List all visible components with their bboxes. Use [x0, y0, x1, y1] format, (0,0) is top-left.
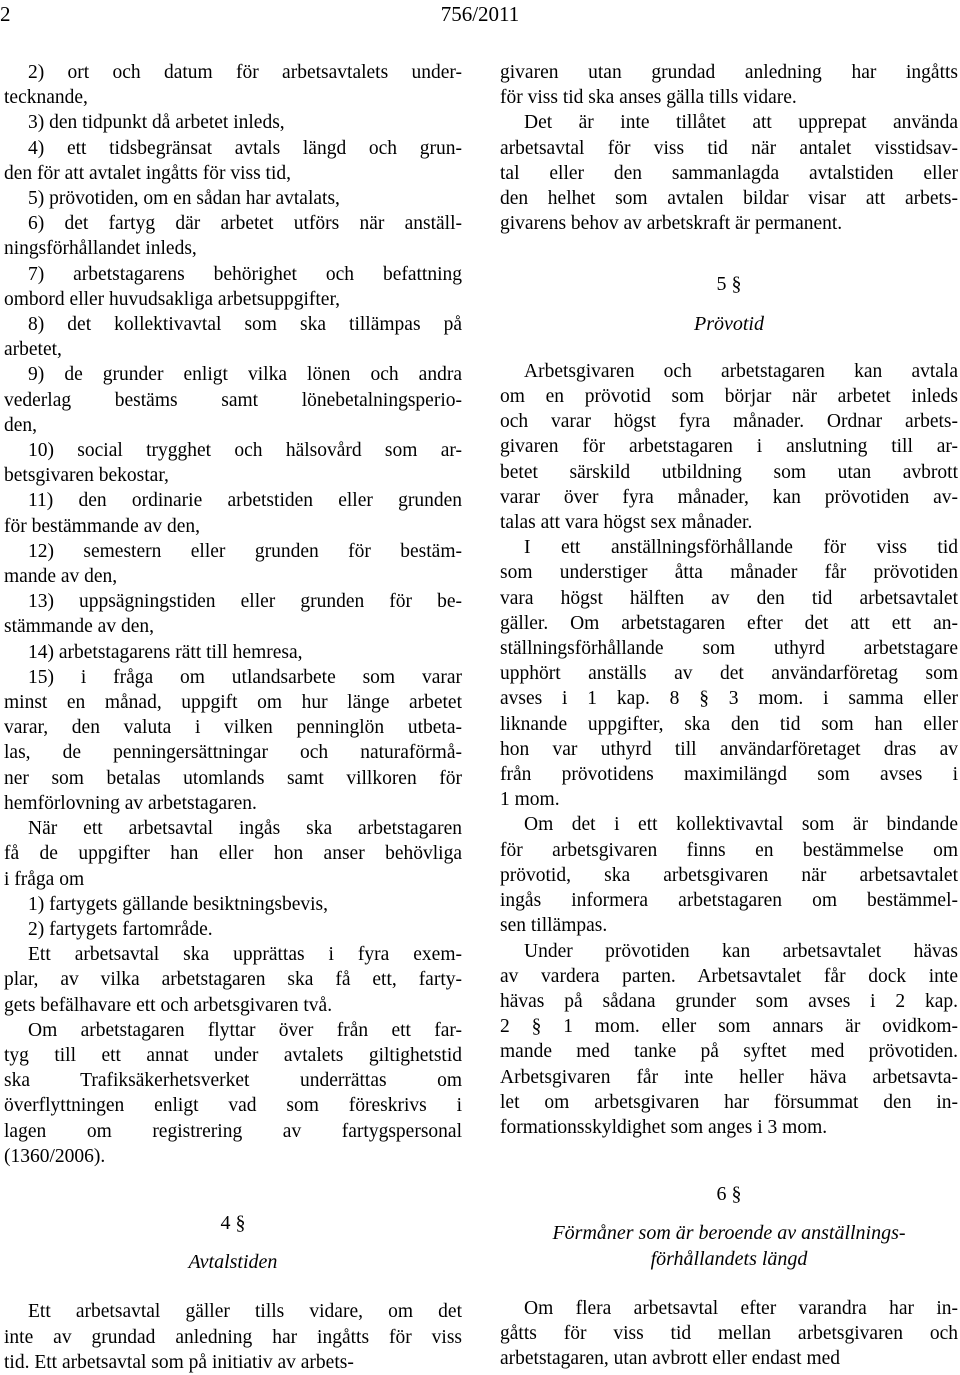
text-line: givarens behov av arbetskraft är permanent. — [500, 213, 843, 235]
text-line: hon var uthyrd till användarföretaget dras av — [500, 738, 958, 760]
spacer — [4, 1169, 462, 1211]
text-line: 5) prövotiden, om en sådan har avtalats, — [28, 188, 340, 210]
text-line: plar, av vilka arbetstagaren ska få ett, farty- — [4, 969, 462, 991]
text-line: I ett anställningsförhållande för viss tid — [524, 537, 958, 559]
text-line: upphört anställs av det användarföretag som — [500, 663, 958, 685]
text-line: 1) fartygets gällande besiktningsbevis, — [28, 893, 329, 915]
text-line: 13) uppsägningstiden eller grunden för be- — [28, 591, 462, 613]
text-line: gets befälhavare ett och arbetsgivaren två. — [4, 994, 333, 1016]
text-line: mande av den, — [4, 566, 118, 588]
section-6-number: 6 § — [716, 1183, 742, 1206]
text-line: för viss tid ska anses gälla tills vidare. — [500, 87, 797, 109]
text-line: tid. Ett arbetsavtal som på initiativ av arbets- — [4, 1351, 354, 1373]
text-line: från prövotidens maximilängd som avses i — [500, 764, 958, 786]
text-line: ner som betalas utomlands samt villkoren för — [4, 767, 462, 789]
text-line: 1 mom. — [500, 789, 560, 811]
section-4-number: 4 § — [220, 1211, 246, 1234]
section-5-paragraph-3 — [500, 812, 958, 938]
section-6-title — [500, 1221, 958, 1271]
text-line: betsgivaren bekostar, — [4, 465, 169, 487]
text-line: sen tillämpas. — [500, 915, 608, 937]
text-line: varar, den valuta i vilken penninglön utbeta- — [4, 717, 462, 739]
text-line: ska Trafiksäkerhetsverket underrättas om — [4, 1070, 462, 1092]
text-line: tyg till ett annat under avtalets giltighetstid — [4, 1044, 462, 1066]
text-line: ningsförhållandet inleds, — [4, 238, 197, 260]
text-line: talas att vara högst sex månader. — [500, 512, 753, 534]
text-line: den för att avtalet ingåtts för viss tid, — [4, 162, 292, 184]
text-line: ombord eller huvudsakliga arbetsuppgifter, — [4, 288, 341, 310]
text-line: arbetstagaren, utan avbrott eller endast med — [500, 1348, 841, 1370]
section-4-paragraph — [4, 1299, 462, 1375]
text-line: som understiger åtta månader får prövotiden — [500, 562, 958, 584]
right-column — [500, 60, 958, 1371]
paragraph-uppgifter — [4, 816, 462, 892]
text-line: Om arbetstagaren flyttar över från ett far- — [28, 1019, 462, 1041]
text-line: givaren för arbetstagaren i anslutning till ar- — [500, 436, 958, 458]
text-line: 10) social trygghet och hälsovård som ar- — [28, 440, 462, 462]
text-line: Arbetsgivaren får inte heller häva arbetsavta- — [500, 1066, 958, 1088]
text-line: Förmåner som är beroende av anställnings- — [552, 1222, 906, 1245]
text-line: den, — [4, 414, 38, 436]
section-5-paragraph-4 — [500, 939, 958, 1141]
spacer — [500, 337, 958, 359]
page-number: 2 — [0, 2, 11, 26]
text-line: om en prövotid som börjar när arbetet inleds — [500, 386, 958, 408]
text-line: givaren utan grundad anledning har ingåtts — [500, 62, 958, 83]
text-line: När ett arbetsavtal ingås ska arbetstagaren — [28, 818, 462, 840]
left-column — [4, 60, 462, 1375]
text-line: Om flera arbetsavtal efter varandra har in- — [524, 1297, 958, 1319]
text-line: 7) arbetstagarens behörighet och befattning — [28, 263, 462, 285]
text-line: stämmande av den, — [4, 616, 154, 638]
text-line: formationsskyldighet som anges i 3 mom. — [500, 1116, 828, 1138]
spacer — [4, 1236, 462, 1250]
spacer — [500, 1272, 958, 1296]
text-line: för bestämmande av den, — [4, 515, 201, 537]
text-line: vederlag bestäms samt lönebetalningsperio- — [4, 389, 462, 411]
paragraph-overflyttning — [4, 1018, 462, 1169]
text-line: Om det i ett kollektivavtal som är bindande — [524, 814, 958, 836]
text-line: avses i 1 kap. 8 § 3 mom. i samma eller — [500, 688, 958, 710]
text-line: 12) semestern eller grunden för bestäm- — [28, 540, 462, 562]
text-line: las, de penningersättningar och naturaförmå- — [4, 742, 462, 764]
text-line: inte av grundad anledning har ingåtts för viss — [4, 1326, 462, 1348]
text-line: hävas på sådana grunder som avses i 2 kap. — [500, 990, 958, 1012]
section-5-title: Prövotid — [694, 312, 764, 335]
section-5-number: 5 § — [716, 273, 742, 296]
text-line: hemförlovning av arbetstagaren. — [4, 792, 257, 814]
text-line: förhållandets längd — [650, 1247, 808, 1270]
paragraph-upprepat — [500, 110, 958, 236]
text-line: arbetsavtal för viss tid när antalet visstidsav- — [500, 137, 958, 159]
section-4-title: Avtalstiden — [188, 1251, 278, 1274]
text-line: den helhet som avtalen bildar visar att arbets- — [500, 188, 958, 210]
text-line: 14) arbetstagarens rätt till hemresa, — [28, 641, 303, 663]
paragraph-exemplar — [4, 942, 462, 1018]
text-line: för arbetsgivaren finns en bestämmelse om — [500, 839, 958, 861]
text-line: 3) den tidpunkt då arbetet inleds, — [28, 112, 285, 134]
text-line: mande med tanke på syftet med prövotiden. — [500, 1041, 958, 1063]
text-line: få de uppgifter han eller hon anser behövliga — [4, 843, 462, 865]
text-line: överflyttningen enligt vad som föreskrivs i — [4, 1095, 462, 1117]
text-line: Ett arbetsavtal gäller tills vidare, om det — [28, 1301, 462, 1323]
text-line: arbetet, — [4, 339, 62, 361]
text-line: Arbetsgivaren och arbetstagaren kan avtala — [524, 360, 958, 382]
provision-list-1 — [4, 60, 462, 816]
text-line: Ett arbetsavtal ska upprättas i fyra exem- — [28, 944, 462, 966]
text-line: 9) de grunder enligt vilka lönen och andra — [28, 364, 462, 386]
text-line: betet särskild utbildning som utan avbrott — [500, 461, 958, 483]
text-line: 2) ort och datum för arbetsavtalets under- — [28, 62, 462, 83]
text-line: ingås informera arbetstagaren om bestämmel- — [500, 890, 958, 912]
spacer — [4, 1275, 462, 1299]
text-line: i fråga om — [4, 868, 85, 890]
text-line: gåtts för viss tid mellan arbetsgivaren och — [500, 1322, 958, 1344]
section-6-paragraph — [500, 1296, 958, 1372]
text-line: 4) ett tidsbegränsat avtals längd och grun- — [28, 137, 462, 159]
text-line: (1360/2006). — [4, 1145, 106, 1167]
text-line: ställningsförhållande som uthyrd arbetstagare — [500, 638, 958, 660]
text-line: 11) den ordinarie arbetstiden eller grunden — [28, 490, 462, 512]
section-5-paragraph-2 — [500, 535, 958, 812]
text-line: tal eller den sammanlagda avtalstiden eller — [500, 162, 958, 184]
text-line: tecknande, — [4, 87, 88, 109]
spacer — [500, 236, 958, 272]
text-line: 2 § 1 mom. eller som annars är ovidkom- — [500, 1016, 958, 1038]
spacer — [500, 298, 958, 312]
text-line: minst en månad, uppgift om hur länge arbetet — [4, 692, 462, 714]
text-line: varar över fyra månader, kan prövotiden av- — [500, 486, 958, 508]
text-line: 6) det fartyg där arbetet utförs när anställ- — [28, 213, 462, 235]
text-line: 8) det kollektivavtal som ska tillämpas på — [28, 314, 462, 336]
spacer — [500, 1140, 958, 1182]
text-line: gäller. Om arbetstagaren efter det att ett an- — [500, 612, 958, 634]
section-5-paragraph-1 — [500, 359, 958, 535]
document-id: 756/2011 — [440, 2, 520, 26]
continuation-text — [500, 60, 958, 110]
text-line: lagen om registrering av fartygspersonal — [4, 1120, 462, 1142]
page-header — [0, 2, 960, 28]
text-line: liknande uppgifter, ska den tid som han eller — [500, 713, 958, 735]
text-line: 15) i fråga om utlandsarbete som varar — [28, 666, 462, 688]
text-line: Det är inte tillåtet att upprepat använda — [524, 112, 958, 134]
text-line: Under prövotiden kan arbetsavtalet hävas — [524, 940, 958, 962]
text-line: och varar högst fyra månader. Ordnar arbets- — [500, 411, 958, 433]
text-line: av vardera parten. Arbetsavtalet får dock inte — [500, 965, 958, 987]
provision-list-2 — [4, 892, 462, 942]
text-line: 2) fartygets fartområde. — [28, 918, 213, 940]
text-line: let om arbetsgivaren har försummat den in- — [500, 1091, 958, 1113]
spacer — [500, 1207, 958, 1221]
text-line: prövotid, ska arbetsgivaren när arbetsavtalet — [500, 864, 958, 886]
text-line: vara högst hälften av den tid arbetsavtalet — [500, 587, 958, 609]
